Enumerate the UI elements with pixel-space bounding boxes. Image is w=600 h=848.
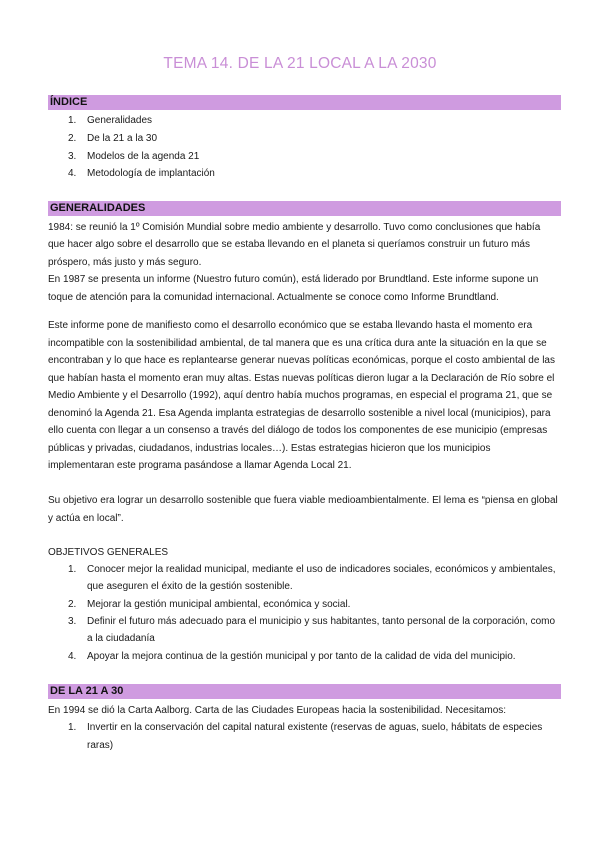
list-number: 4. [68, 651, 77, 662]
section-heading-generalidades: GENERALIDADES [48, 201, 561, 216]
text-line: Este informe pone de manifiesto como el desarrollo económico que se estaba llevando hasta el momento era [48, 320, 533, 331]
index-number: 4. [68, 168, 77, 179]
text-line: En 1994 se dió la Carta Aalborg. Carta de las Ciudades Europeas hacia la sostenibilidad. Necesitamos: [48, 705, 507, 716]
index-item: Metodología de implantación [87, 168, 215, 179]
list-number: 1. [68, 722, 77, 733]
list-number: 2. [68, 599, 77, 610]
text-line: ello cuenta con llegar a un consenso a través del diálogo de todos los componentes de ese municipio (empresas [48, 425, 548, 436]
list-item-line: Invertir en la conservación del capital natural existente (reservas de aguas, suelo, hábitats de especies [87, 722, 543, 733]
objetivos-heading: OBJETIVOS GENERALES [48, 547, 169, 558]
text-line: implementaran este programa pasándose a llamar Agenda Local 21. [48, 460, 352, 471]
list-number: 3. [68, 616, 77, 627]
list-item-line: a la ciudadanía [87, 633, 155, 644]
index-item: Modelos de la agenda 21 [87, 151, 200, 162]
list-item-line: raras) [87, 740, 114, 751]
text-line: próspero, más justo y más seguro. [48, 257, 202, 268]
text-line: incompatible con la sostenibilidad ambiental, de tal manera que es una crítica dura ante la situación en la que se [48, 338, 547, 349]
list-item-line: Conocer mejor la realidad municipal, mediante el uso de indicadores sociales, económicos y ambientales, [87, 564, 556, 575]
index-number: 1. [68, 115, 77, 126]
text-line: 1984: se reunió la 1º Comisión Mundial sobre medio ambiente y desarrollo. Tuvo como conclusiones que había [48, 222, 541, 233]
index-item: De la 21 a la 30 [87, 133, 158, 144]
list-item-line: Apoyar la mejora continua de la gestión municipal y por tanto de la calidad de vida del municipio. [87, 651, 516, 662]
index-number: 2. [68, 133, 77, 144]
text-line: encontraban y lo que hace es replantearse generar nuevas políticas económicas, porque el costo ambiental de las [48, 355, 555, 366]
list-number: 1. [68, 564, 77, 575]
text-line: Su objetivo era lograr un desarrollo sostenible que fuera viable medioambientalmente. El lema es “piensa en global [48, 495, 558, 506]
index-item: Generalidades [87, 115, 153, 126]
document-title: TEMA 14. DE LA 21 LOCAL A LA 2030 [163, 55, 437, 72]
section-heading-indice: ÍNDICE [48, 95, 561, 110]
text-line: que hacer algo sobre el desarrollo que se estaba llevando en el planeta si queríamos construir un futuro más [48, 239, 530, 250]
text-line: Medio Ambiente y el Desarrollo (1992), aquí dentro había muchos programas, en especial el programa 21, que se [48, 390, 553, 401]
list-item-line: Mejorar la gestión municipal ambiental, económica y social. [87, 599, 351, 610]
text-line: públicas y privadas, ciudadanos, industrias locales…). Estas estrategias hicieron que los municipios [48, 443, 491, 454]
text-line: denominó la Agenda 21. Esa Agenda implanta estrategias de desarrollo sostenible a nivel local (municipios), para [48, 408, 551, 419]
list-item-line: Definir el futuro más adecuado para el municipio y sus habitantes, tanto personal de la corporación, como [87, 616, 556, 627]
text-line: y actúa en local”. [48, 513, 124, 524]
text-line: que habían hasta el momento eran muy altas. Estas nuevas políticas dieron lugar a la Declaración de Río sobre el [48, 373, 555, 384]
list-item-line: que aseguren el éxito de la gestión sostenible. [87, 581, 293, 592]
text-line: En 1987 se presenta un informe (Nuestro futuro común), está liderado por Brundtland. Este informe supone un [48, 274, 539, 285]
index-number: 3. [68, 151, 77, 162]
section-heading-de-la-21-a-30: DE LA 21 A 30 [48, 684, 561, 699]
text-line: toque de atención para la comunidad internacional. Actualmente se conoce como Informe Brundtland. [48, 292, 499, 303]
